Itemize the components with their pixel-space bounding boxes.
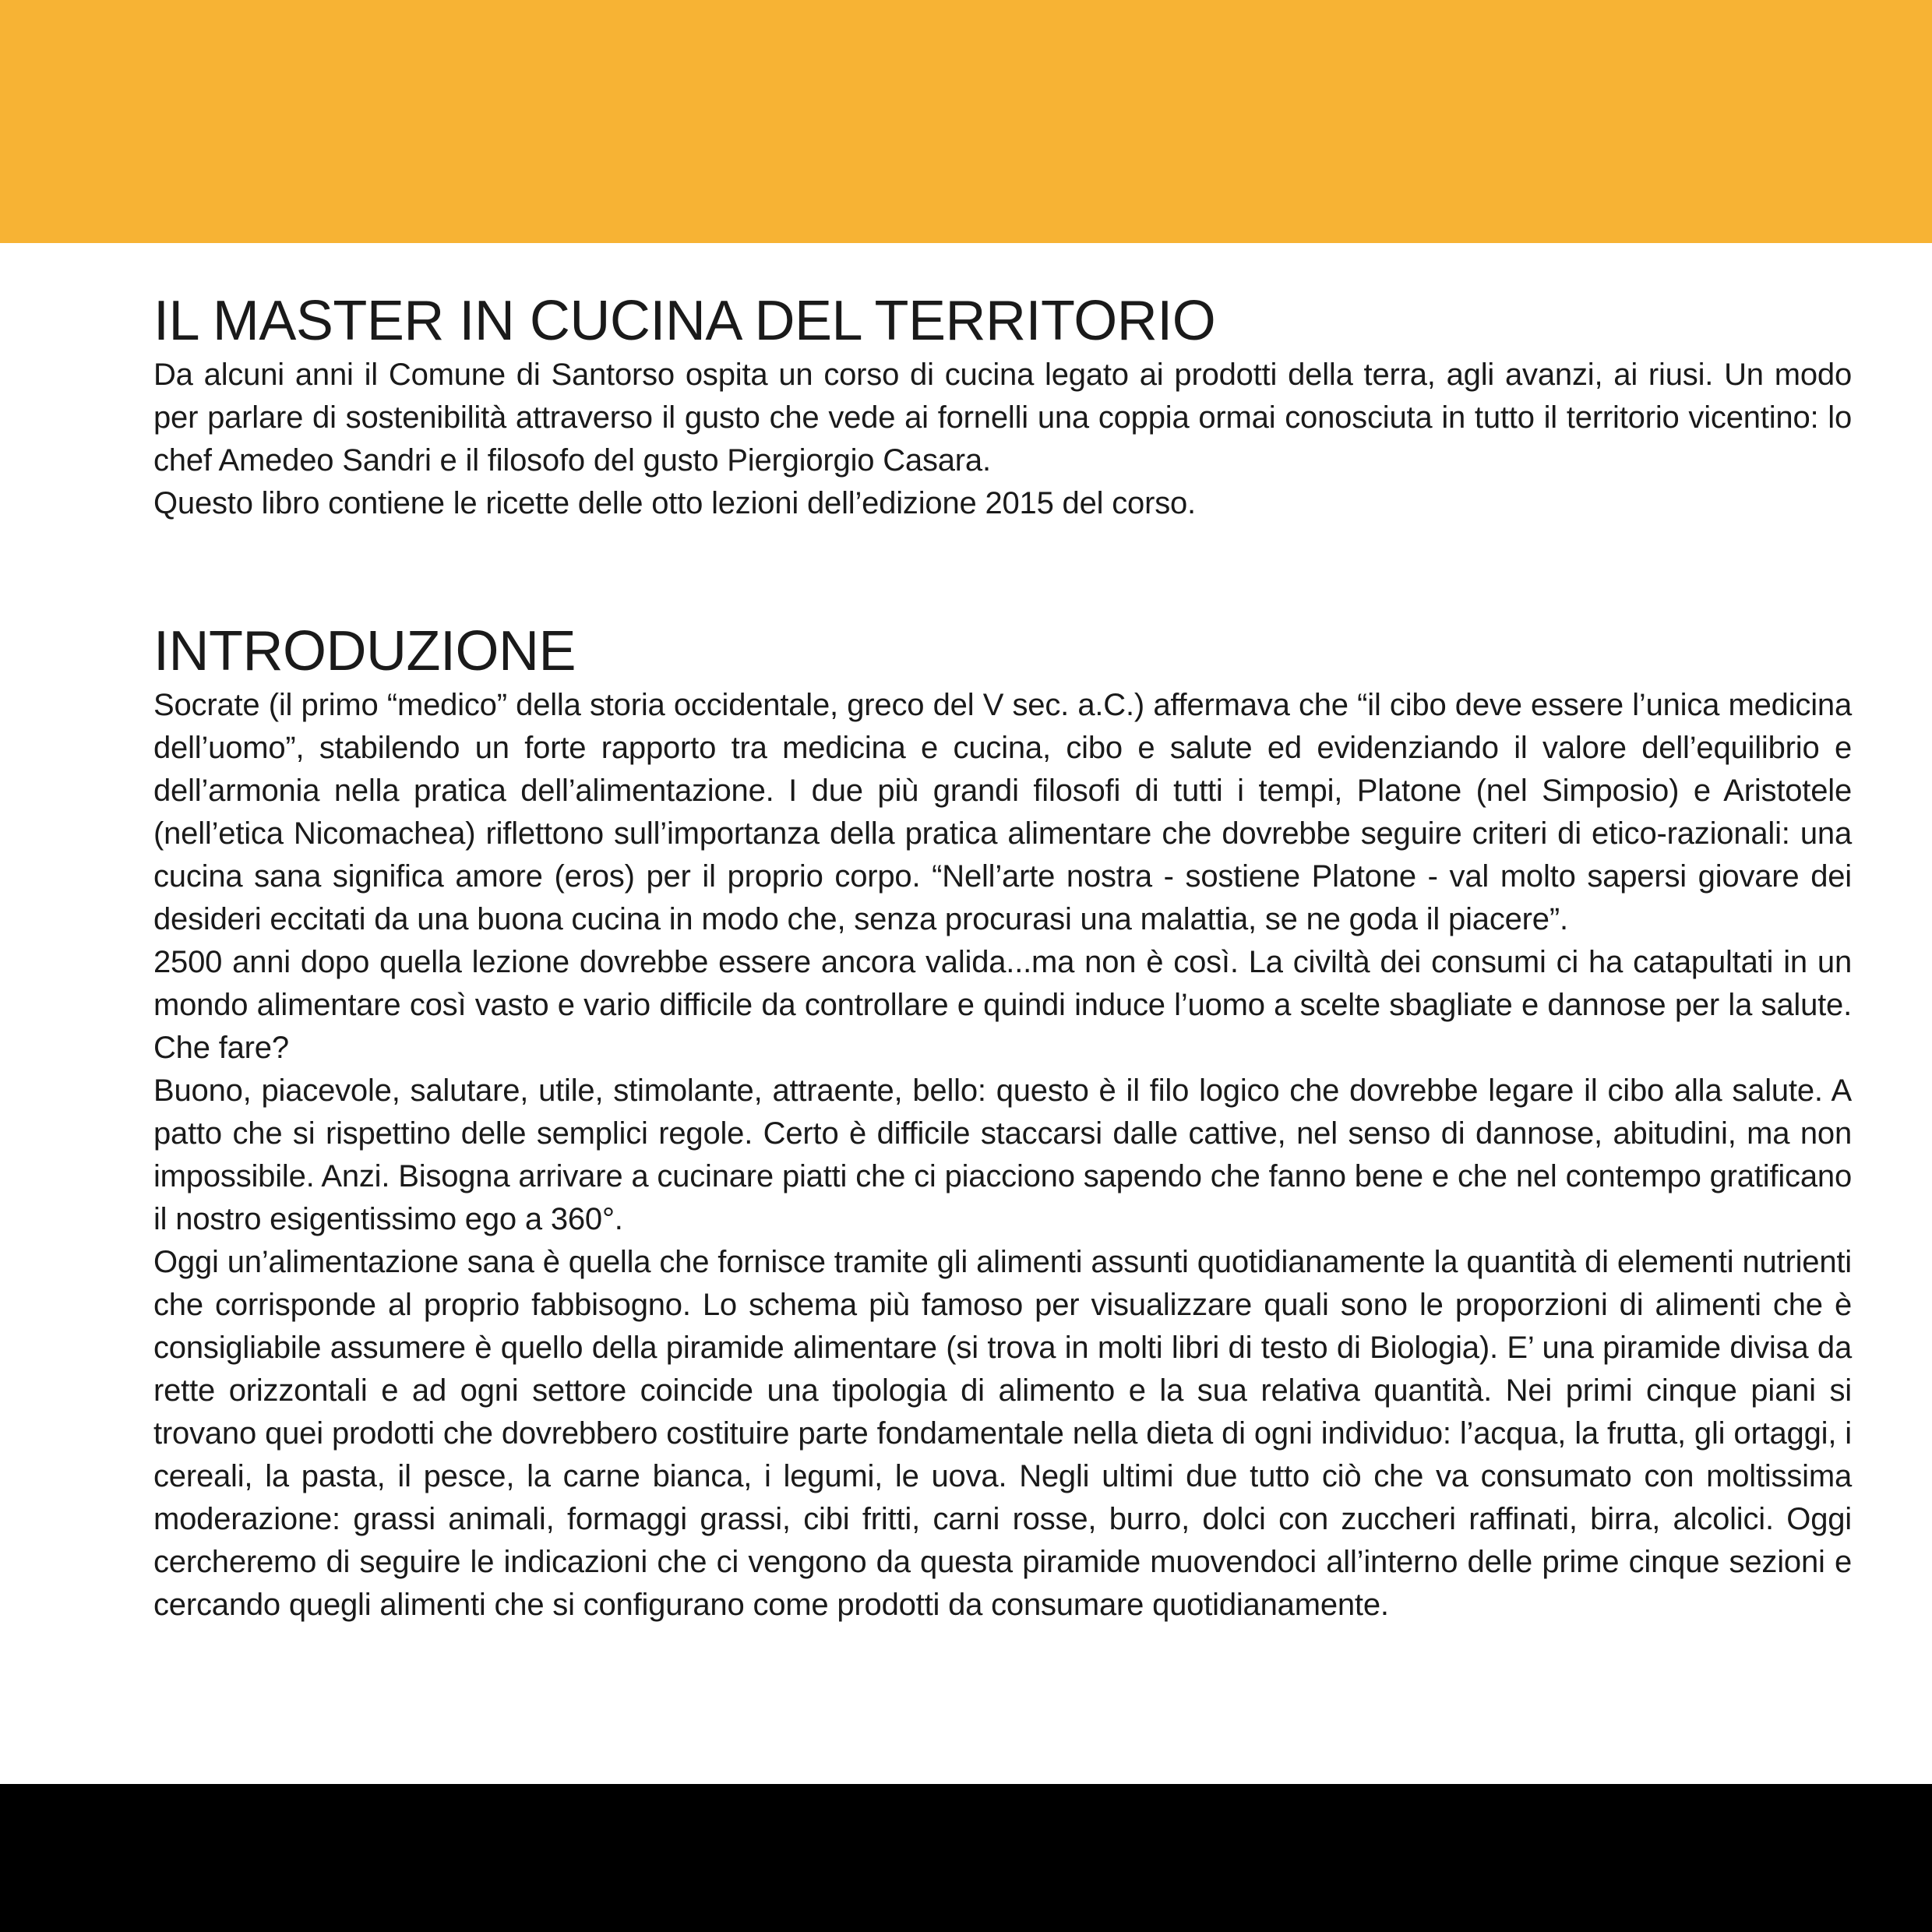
section-master [153,288,1852,525]
master-paragraph-2: Questo libro contiene le ricette delle otto lezioni dell’edizione 2015 del corso. [153,486,1196,520]
intro-paragraph-4: Oggi un’alimentazione sana è quella che fornisce tramite gli alimenti assunti quotidianamente la quantità di elementi nutrienti che corrisponde al proprio fabbisogno. Lo schema più famoso per visualizzare quali sono le proporzioni di alimenti che è consigliabile assumere è quello della piramide alimentare (si trova in molti libri di testo di Biologia). E’ una piramide divisa da rette orizzontali e ad ogni settore coincide una tipologia di alimento e la sua relativa quantità. Nei primi cinque piani si trovano quei prodotti che dovrebbero costituire parte fondamentale nella dieta di ogni individuo: l’acqua, la frutta, gli ortaggi, i cereali, la pasta, il pesce, la carne bianca, i legumi, le uova. Negli ultimi due tutto ciò che va consumato con moltissima moderazione: grassi animali, formaggi grassi, cibi fritti, carni rosse, burro, dolci con zuccheri raffinati, birra, alcolici. Oggi cercheremo di seguire le indicazioni che ci vengono da questa piramide muovendoci all’interno delle prime cinque sezioni e cercando quegli alimenti che si configurano come prodotti da consumare quotidianamente. [153,1245,1852,1622]
intro-title: INTRODUZIONE [153,620,576,682]
intro-paragraph-3: Buono, piacevole, salutare, utile, stimolante, attraente, bello: questo è il filo logico che dovrebbe legare il cibo alla salute. A patto che si rispettino delle semplici regole. Certo è difficile staccarsi dalle cattive, nel senso di dannose, abitudini, ma non impossibile. Anzi. Bisogna arrivare a cucinare piatti che ci piacciono sapendo che fanno bene e che nel contempo gratificano il nostro esigentissimo ego a 360°. [153,1074,1852,1236]
master-title: IL MASTER IN CUCINA DEL TERRITORIO [153,290,1216,352]
section-introduzione [153,619,1852,1627]
master-paragraph-1: Da alcuni anni il Comune di Santorso ospita un corso di cucina legato ai prodotti della terra, agli avanzi, ai riusi. Un modo per parlare di sostenibilità attraverso il gusto che vede ai fornelli una coppia ormai conosciuta in tutto il territorio vicentino: lo chef Amedeo Sandri e il filosofo del gusto Piergiorgio Casara. [153,358,1852,478]
top-color-band [0,0,1932,243]
bottom-color-band [0,1784,1932,1932]
intro-paragraph-1: Socrate (il primo “medico” della storia occidentale, greco del V sec. a.C.) affermava che “il cibo deve essere l’unica medicina dell’uomo”, stabilendo un forte rapporto tra medicina e cucina, cibo e salute ed evidenziando il valore dell’equilibrio e dell’armonia nella pratica dell’alimentazione. I due più grandi filosofi di tutti i tempi, Platone (nel Simposio) e Aristotele (nell’etica Nicomachea) riflettono sull’importanza della pratica alimentare che dovrebbe seguire criteri di etico-razionali: una cucina sana significa amore (eros) per il proprio corpo. “Nell’arte nostra - sostiene Platone - val molto sapersi giovare dei desideri eccitati da una buona cucina in modo che, senza procurasi una malattia, se ne goda il piacere”. [153,688,1852,936]
page-content [153,288,1852,1627]
intro-paragraph-2: 2500 anni dopo quella lezione dovrebbe essere ancora valida...ma non è così. La civiltà dei consumi ci ha catapultati in un mondo alimentare così vasto e vario difficile da controllare e quindi induce l’uomo a scelte sbagliate e dannose per la salute. Che fare? [153,945,1852,1065]
